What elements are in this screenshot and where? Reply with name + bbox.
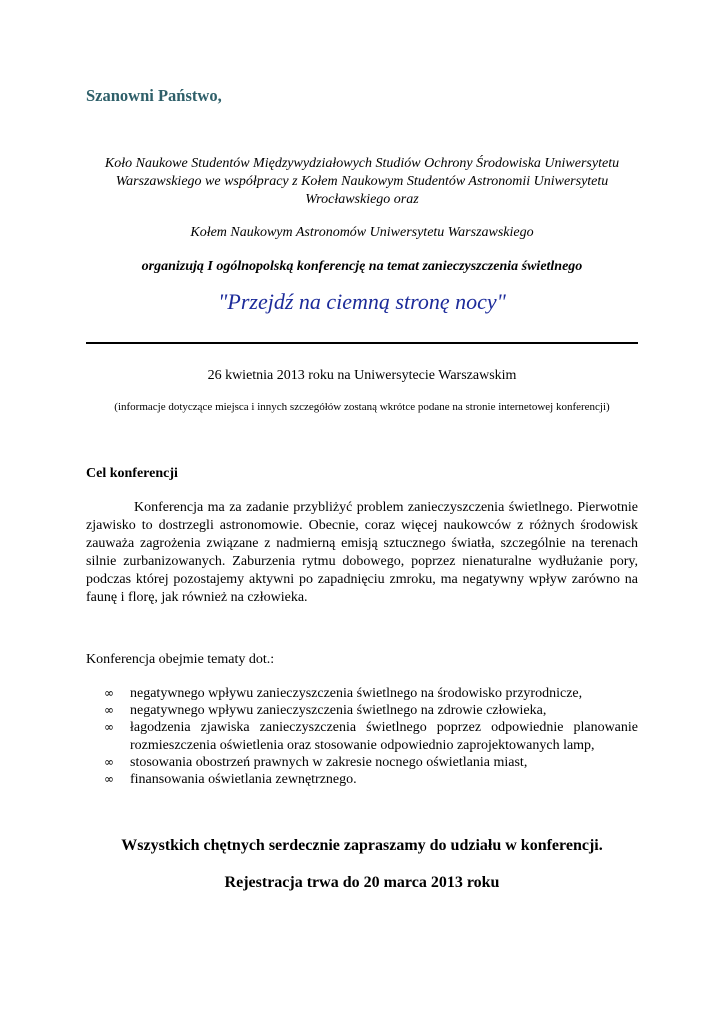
topic-text: łagodzenia zjawiska zanieczyszczenia świetlnego poprzez odpowiednie planowanie rozmieszczenia oświetlenia oraz stosowanie odpowiednio zaprojektowanych lamp, [130, 720, 638, 753]
infinity-bullet-icon: ∞ [104, 772, 114, 787]
topic-text: finansowania oświetlania zewnętrznego. [130, 772, 357, 788]
organizers-line-3: organizują I ogólnopolską konferencję na temat zanieczyszczenia świetlnego [141, 259, 583, 274]
infinity-bullet-icon: ∞ [104, 686, 114, 700]
date-line: 26 kwietnia 2013 roku na Uniwersytecie Warszawskim [207, 368, 517, 383]
organizers-line-1: Koło Naukowe Studentów Międzywydziałowych Studiów Ochrony Środowiska Uniwersytetu Warszawskiego we współpracy z Kołem Naukowym Studentów Astronomii Uniwersytetu Wrocławskiego oraz [104, 156, 620, 207]
topics-intro: Konferencja obejmie tematy dot.: [86, 652, 275, 667]
closing-registration: Rejestracja trwa do 20 marca 2013 roku [224, 874, 500, 891]
info-note: (informacje dotyczące miejsca i innych szczegółów zostaną wkrótce podane na stronie internetowej konferencji) [114, 401, 610, 413]
list-item [86, 719, 638, 753]
closing-invitation: Wszystkich chętnych serdecznie zapraszamy do udziału w konferencji. [121, 837, 603, 854]
infinity-bullet-icon: ∞ [104, 703, 114, 718]
topic-text: stosowania obostrzeń prawnych w zakresie nocnego oświetlania miast, [130, 754, 528, 770]
infinity-bullet-icon: ∞ [104, 720, 114, 735]
topic-text: negatywnego wpływu zanieczyszczenia świetlnego na środowisko przyrodnicze, [130, 686, 583, 701]
organizers-line-2: Kołem Naukowym Astronomów Uniwersytetu Warszawskiego [190, 225, 534, 240]
list-item [86, 771, 638, 788]
goal-heading: Cel konferencji [86, 466, 178, 481]
list-item [86, 702, 638, 719]
goal-paragraph: Konferencja ma za zadanie przybliżyć problem zanieczyszczenia świetlnego. Pierwotnie zjawisko to dostrzegli astronomowie. Obecnie, coraz więcej naukowców z różnych środowisk zauważa zagrożenia związane z nadmierną emisją sztucznego światła, szczególnie na terenach silnie zurbanizowanych. Zaburzenia rytmu dobowego, poprzez nienaturalne wydłużanie pory, podczas której pozostajemy aktywni po zapadnięciu zmroku, ma negatywny wpływ zarówno na faunę i florę, jak również na człowieka. [86, 500, 638, 605]
list-item [86, 754, 638, 771]
topics-list [86, 685, 638, 788]
list-item [86, 685, 638, 702]
greeting: Szanowni Państwo, [86, 86, 222, 105]
topic-text: negatywnego wpływu zanieczyszczenia świetlnego na zdrowie człowieka, [130, 703, 547, 719]
horizontal-divider [86, 342, 638, 344]
event-title: "Przejdź na ciemną stronę nocy" [218, 289, 506, 314]
infinity-bullet-icon: ∞ [104, 754, 114, 769]
